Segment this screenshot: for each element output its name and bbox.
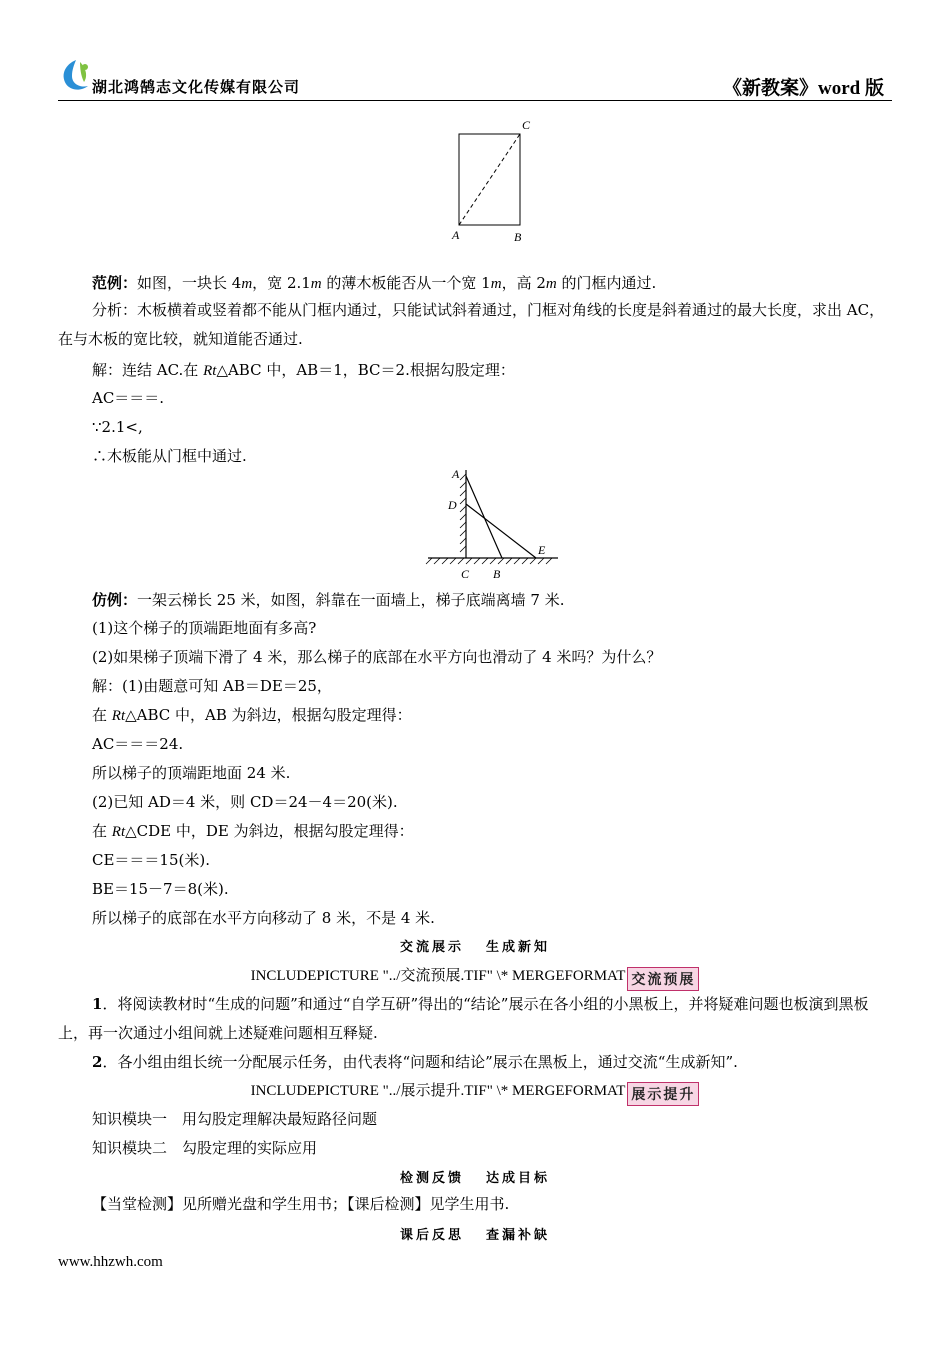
ladder-point-b-label: B [493,567,501,581]
example-label: 范例： [92,274,138,292]
include-picture-display: INCLUDEPICTURE "../展示提升.TIF" \* MERGEFORMAT 展示提升 [0,1079,950,1106]
include-picture-exchange: INCLUDEPICTURE "../交流预展.TIF" \* MERGEFORMAT 交流预展 [0,964,950,991]
door-frame-figure [440,118,540,246]
point-b-label: B [514,230,522,244]
page-header [58,58,892,101]
imitation-question-2: (2)如果梯子顶端下滑了 4 米，那么梯子的底部在水平方向也滑动了 4 米吗？为什么？ [92,648,662,666]
check-paragraph: 【当堂检测】见所赠光盘和学生用书；【课后检测】见学生用书. [92,1195,510,1213]
ladder-point-e-label: E [538,543,546,557]
ladder-point-c-label: C [461,567,470,581]
point-a-label: A [452,228,460,242]
solution1-line1: 解：连结 AC.在 Rt△ABC 中，AB＝1，BC＝2.根据勾股定理： [92,361,515,379]
example-paragraph: 范例：如图，一块长 4m，宽 2.1m 的薄木板能否从一个宽 1m，高 2m 的门框内通过. [92,274,657,292]
imitation-label: 仿例： [92,591,138,609]
section-heading-reflection: 课后反思 查漏补缺 [399,1228,551,1243]
knowledge-module-2: 知识模块二 勾股定理的实际应用 [92,1139,318,1157]
ladder-point-d-label: D [448,498,457,512]
imitation-solution-8: BE＝15－7＝8(米). [92,880,229,898]
imitation-solution-7: CE＝＝＝15(米). [92,851,210,869]
imitation-solution-2: 在 Rt△ABC 中，AB 为斜边，根据勾股定理得： [92,706,412,724]
exchange-badge: 交流预展 [627,967,699,991]
imitation-solution-1: 解：(1)由题意可知 AB＝DE＝25， [92,677,332,695]
imitation-solution-9: 所以梯子的底部在水平方向移动了 8 米，不是 4 米. [92,909,435,927]
ladder-point-a-label: A [452,467,460,481]
imitation-solution-6: 在 Rt△CDE 中，DE 为斜边，根据勾股定理得： [92,822,414,840]
document-label: 《新教案》word 版 [723,78,884,99]
knowledge-module-1: 知识模块一 用勾股定理解决最短路径问题 [92,1110,378,1128]
section-heading-feedback: 检测反馈 达成目标 [399,1171,551,1186]
solution1-line2: AC＝＝＝. [92,389,165,407]
imitation-solution-3: AC＝＝＝24. [92,735,184,753]
imitation-solution-4: 所以梯子的顶端距地面 24 米. [92,764,291,782]
solution1-line4: ∴木板能从门框中通过. [92,447,247,465]
solution1-line3: ∵2.1<, [92,418,143,436]
analysis-paragraph: 分析：木板横着或竖着都不能从门框内通过，只能试试斜着通过，门框对角线的长度是斜着通过的最大长度，求出 AC，在与木板的宽比较，就知道能否通过. [58,301,885,348]
ladder-figure [420,462,565,584]
section-heading-exchange: 交流展示 生成新知 [399,940,551,955]
display-badge: 展示提升 [627,1082,699,1106]
imitation-question-1: (1)这个梯子的顶端距地面有多高? [92,619,317,637]
footer-url: www.hhzwh.com [58,1254,163,1270]
item-1-paragraph: 1．将阅读教材时“生成的问题”和通过“自学互研”得出的“结论”展示在各小组的小黑板上，并将疑难问题也板演到黑板上，再一次通过小组间就上述疑难问题相互释疑. [58,995,869,1042]
company-name: 湖北鸿鹄志文化传媒有限公司 [92,78,301,96]
item-2-paragraph: 2．各小组由组长统一分配展示任务，由代表将“问题和结论”展示在黑板上，通过交流“生成新知”. [92,1053,738,1071]
imitation-solution-5: (2)已知 AD＝4 米，则 CD＝24－4＝20(米). [92,793,398,811]
point-c-label: C [522,118,531,132]
imitation-paragraph: 仿例：一架云梯长 25 米，如图，斜靠在一面墙上，梯子底端离墙 7 米. [92,591,565,609]
company-logo-icon [58,58,94,94]
